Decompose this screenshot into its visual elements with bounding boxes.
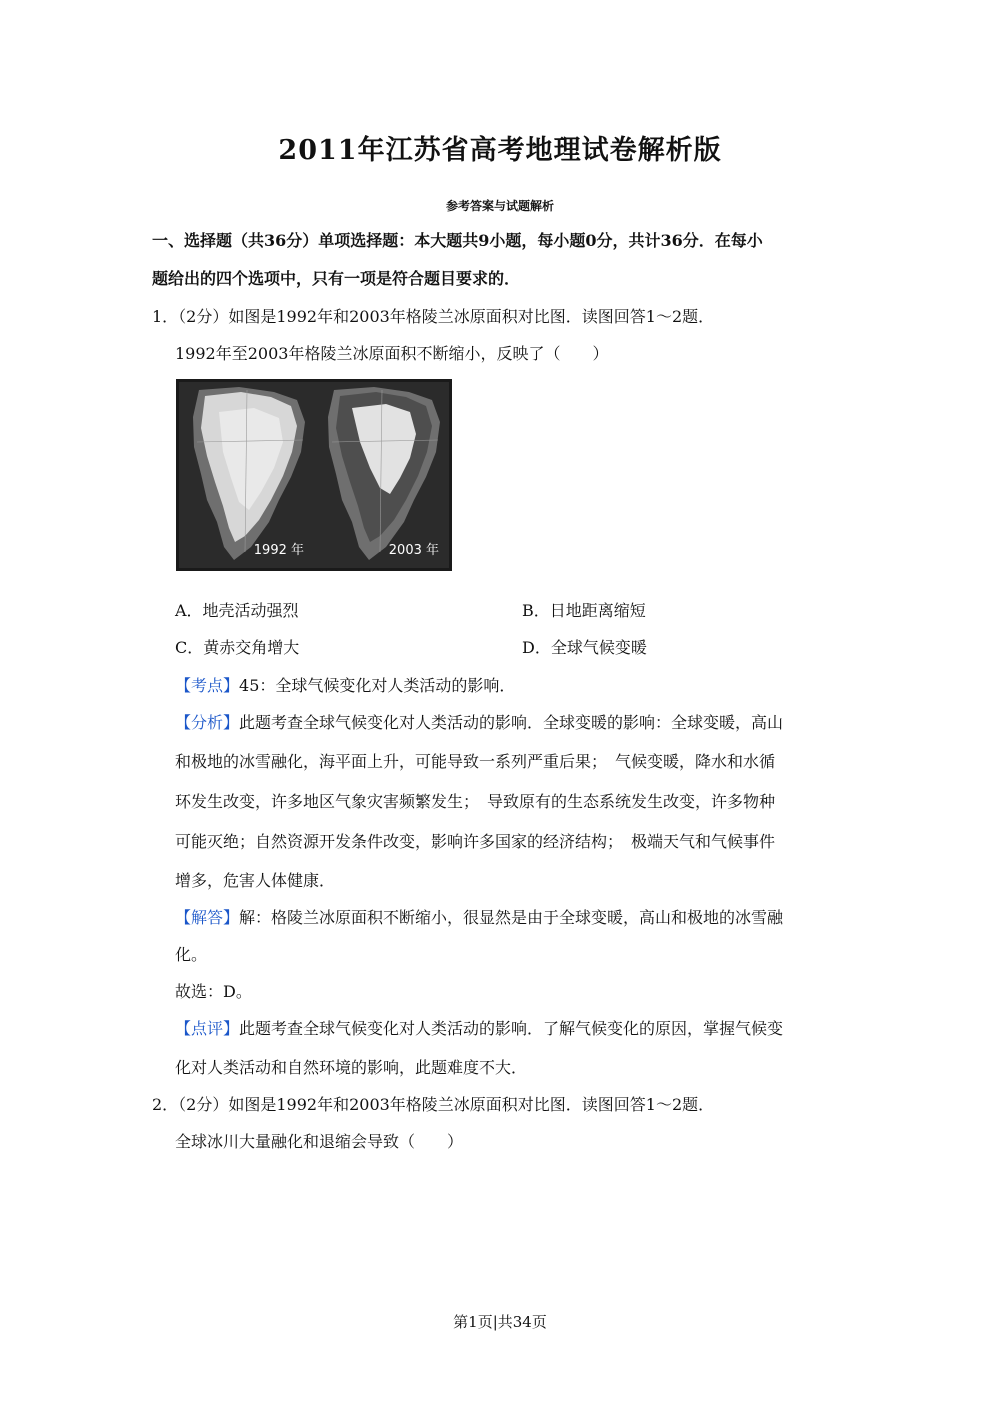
q1-question: 1992年至2003年格陵兰冰原面积不断缩小，反映了（ ） [175, 344, 609, 363]
q1-option-b: B．日地距离缩短 [522, 601, 646, 620]
q1-jieda-line1 [175, 905, 783, 928]
q1-answer: 故选：D。 [175, 982, 252, 1001]
dianping-tag: 【点评】 [175, 1019, 240, 1038]
q2-stem: 2．（2分）如图是1992年和2003年格陵兰冰原面积对比图．读图回答1～2题． [152, 1095, 715, 1114]
page-footer: 第1页|共34页 [453, 1313, 547, 1331]
q1-dianping-line1 [175, 1016, 783, 1039]
q1-kaodian [175, 673, 515, 696]
greenland-2003-panel [314, 382, 449, 568]
greenland-1992-panel [179, 382, 314, 568]
section-heading-line1: 一、选择题（共36分）单项选择题：本大题共9小题，每小题0分，共计36分．在每小 [152, 231, 763, 250]
q1-fenxi-line5: 增多，危害人体健康． [175, 871, 336, 890]
q1-jieda-line2: 化。 [175, 945, 208, 964]
figure-label-2003: 2003 年 [388, 543, 439, 558]
document-subtitle: 参考答案与试题解析 [445, 199, 554, 213]
q1-fenxi-line4: 可能灭绝；自然资源开发条件改变，影响许多国家的经济结构； 极端天气和气候事件 [175, 832, 776, 851]
kaodian-tag: 【考点】 [175, 676, 240, 695]
jieda-tag: 【解答】 [175, 908, 240, 927]
q1-option-c: C．黄赤交角增大 [175, 638, 300, 657]
document-title: 2011年江苏省高考地理试卷解析版 [278, 135, 722, 166]
q1-option-d: D．全球气候变暖 [522, 638, 647, 657]
q1-fenxi-line1 [175, 710, 783, 733]
q1-fenxi-line2: 和极地的冰雪融化，海平面上升，可能导致一系列严重后果； 气候变暖，降水和水循 [175, 752, 776, 771]
q1-option-a: A．地壳活动强烈 [175, 601, 299, 620]
dianping-text-1: 此题考查全球气候变化对人类活动的影响．了解气候变化的原因，掌握气候变 [239, 1019, 784, 1038]
jieda-text-1: 解：格陵兰冰原面积不断缩小，很显然是由于全球变暖，高山和极地的冰雪融 [239, 908, 784, 927]
kaodian-text: 45：全球气候变化对人类活动的影响． [239, 676, 516, 695]
fenxi-tag: 【分析】 [175, 713, 240, 732]
fenxi-text-1: 此题考查全球气候变化对人类活动的影响．全球变暖的影响：全球变暖，高山 [239, 713, 784, 732]
q1-dianping-line2: 化对人类活动和自然环境的影响，此题难度不大． [175, 1058, 528, 1077]
q2-question: 全球冰川大量融化和退缩会导致（ ） [175, 1132, 464, 1151]
q1-stem: 1．（2分）如图是1992年和2003年格陵兰冰原面积对比图．读图回答1～2题． [152, 307, 715, 326]
greenland-ice-comparison-figure [176, 379, 452, 571]
figure-label-1992: 1992 年 [253, 543, 304, 558]
section-heading-line2: 题给出的四个选项中，只有一项是符合题目要求的． [152, 269, 521, 288]
q1-fenxi-line3: 环发生改变，许多地区气象灾害频繁发生； 导致原有的生态系统发生改变，许多物种 [175, 792, 776, 811]
